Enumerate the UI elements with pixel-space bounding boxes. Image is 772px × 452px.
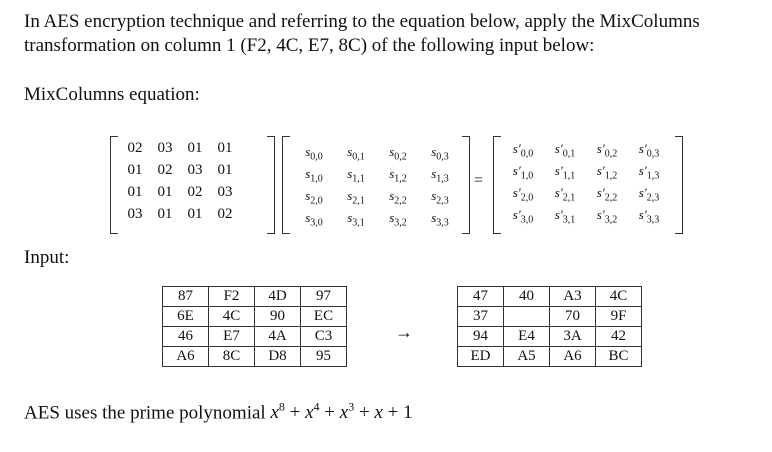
result-cell: $s'_{2,1}$ [554,185,576,204]
input-cell: C3 [301,327,347,347]
table-row [163,287,347,307]
input-cell: 4A [255,327,301,347]
state-cell: $s_{0,2}$ [389,144,407,163]
input-cell: E7 [209,327,255,347]
output-cell: 4C [596,287,642,307]
mix-matrix-cell: 02 [217,206,233,222]
state-cell: $s_{2,2}$ [389,188,407,207]
polynomial-expression: $x^8 + x^4 + x^3 + x + 1$ [270,400,413,424]
input-cell: 46 [163,327,209,347]
result-cell: $s'_{3,1}$ [554,207,576,226]
table-row [458,307,642,327]
result-cell: $s'_{0,2}$ [596,141,618,160]
state-cell: $s_{2,0}$ [305,188,323,207]
result-cell: $s'_{2,2}$ [596,185,618,204]
result-right-bracket [675,136,683,234]
state-cell: $s_{0,0}$ [305,144,323,163]
state-matrix [293,144,461,232]
mix-matrix-cell: 01 [217,162,233,178]
mix-matrix-cell: 03 [217,184,233,200]
input-cell: 95 [301,347,347,367]
state-cell: $s_{0,3}$ [431,144,449,163]
table-row [458,327,642,347]
output-cell [504,307,550,327]
output-cell: 37 [458,307,504,327]
matrix-left-bracket [110,136,118,234]
output-cell: 3A [550,327,596,347]
polynomial-statement [24,400,413,424]
mix-matrix-cell: 01 [157,184,173,200]
equals-sign: = [474,172,484,189]
mix-matrix-cell: 01 [217,140,233,156]
state-cell: $s_{2,1}$ [347,188,365,207]
state-cell: $s_{1,0}$ [305,166,323,185]
mix-matrix-cell: 01 [187,140,203,156]
state-cell: $s_{1,3}$ [431,166,449,185]
result-cell: $s'_{2,0}$ [512,185,534,204]
result-cell: $s'_{2,3}$ [638,185,660,204]
input-cell: A6 [163,347,209,367]
output-state-table [457,286,642,367]
result-cell: $s'_{0,1}$ [554,141,576,160]
state-cell: $s_{3,2}$ [389,210,407,229]
matrix-right-bracket [267,136,275,234]
mix-matrix-cell: 01 [157,206,173,222]
input-cell: 8C [209,347,255,367]
mix-matrix-cell: 02 [157,162,173,178]
input-state-table [162,286,347,367]
result-cell: $s'_{0,0}$ [512,141,534,160]
result-cell: $s'_{1,0}$ [512,163,534,182]
mix-matrix-cell: 03 [157,140,173,156]
result-cell: $s'_{1,1}$ [554,163,576,182]
state-cell: $s_{0,1}$ [347,144,365,163]
output-cell: 47 [458,287,504,307]
output-cell: ED [458,347,504,367]
mix-matrix-cell: 03 [187,162,203,178]
mix-matrix-cell: 02 [127,140,143,156]
state-cell: $s_{3,3}$ [431,210,449,229]
output-cell: E4 [504,327,550,347]
input-cell: 87 [163,287,209,307]
input-cell: 97 [301,287,347,307]
result-left-bracket [493,136,501,234]
input-cell: 6E [163,307,209,327]
mix-matrix-cell: 01 [187,206,203,222]
question-line-2: transformation on column 1 (F2, 4C, E7, 8C) of the following input below: [24,35,595,56]
input-label: Input: [24,247,70,268]
mix-matrix [120,140,240,228]
arrow-icon: → [395,322,413,342]
input-cell: D8 [255,347,301,367]
mix-matrix-cell: 02 [187,184,203,200]
state-cell: $s_{2,3}$ [431,188,449,207]
table-row [458,287,642,307]
state-cell: $s_{3,1}$ [347,210,365,229]
output-cell: 94 [458,327,504,347]
table-row [163,327,347,347]
state-cell: $s_{1,2}$ [389,166,407,185]
output-cell: BC [596,347,642,367]
output-cell: A5 [504,347,550,367]
output-cell: 70 [550,307,596,327]
table-row [458,347,642,367]
result-cell: $s'_{3,0}$ [512,207,534,226]
output-cell: 42 [596,327,642,347]
state-cell: $s_{1,1}$ [347,166,365,185]
result-cell: $s'_{3,3}$ [638,207,660,226]
mix-matrix-cell: 01 [127,184,143,200]
result-matrix [502,141,670,229]
polynomial-prefix: AES uses the prime polynomial [24,402,266,424]
table-row [163,347,347,367]
output-cell: A6 [550,347,596,367]
result-cell: $s'_{3,2}$ [596,207,618,226]
state-left-bracket [282,136,290,234]
output-cell: 9F [596,307,642,327]
state-cell: $s_{3,0}$ [305,210,323,229]
result-cell: $s'_{0,3}$ [638,141,660,160]
input-cell: 90 [255,307,301,327]
output-cell: 40 [504,287,550,307]
table-row [163,307,347,327]
result-cell: $s'_{1,2}$ [596,163,618,182]
mixcolumns-equation [110,136,710,236]
mix-matrix-cell: 03 [127,206,143,222]
input-cell: F2 [209,287,255,307]
input-cell: 4C [209,307,255,327]
state-right-bracket [462,136,470,234]
input-cell: 4D [255,287,301,307]
result-cell: $s'_{1,3}$ [638,163,660,182]
output-cell: A3 [550,287,596,307]
question-line-1: In AES encryption technique and referring to the equation below, apply the MixColumns [24,11,700,32]
mix-matrix-cell: 01 [127,162,143,178]
question-text [24,10,764,58]
equation-label: MixColumns equation: [24,84,200,105]
input-cell: EC [301,307,347,327]
